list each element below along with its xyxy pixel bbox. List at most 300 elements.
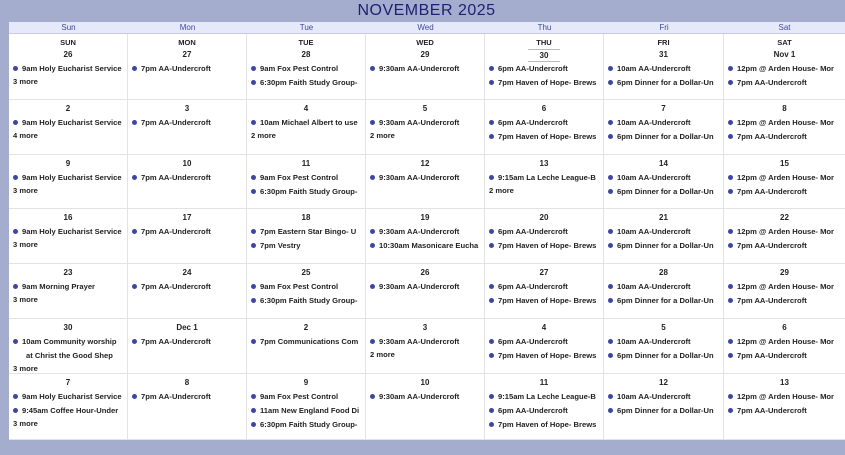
day-cell[interactable] <box>485 209 604 264</box>
event-label: 9am Morning Prayer <box>22 282 96 291</box>
event-label: 9:30am AA-Undercroft <box>379 173 460 182</box>
event-label: 9am Holy Eucharist Service <box>22 118 122 127</box>
event-label: 9am Holy Eucharist Service <box>22 392 122 401</box>
event-dot-icon <box>489 243 494 248</box>
event-item[interactable] <box>132 225 242 239</box>
day-number[interactable]: 26 <box>420 268 430 277</box>
event-label: 7pm AA-Undercroft <box>141 64 211 73</box>
event-dot-icon <box>728 408 733 413</box>
event-label: 9am Holy Eucharist Service <box>22 227 122 236</box>
event-label: 6pm Dinner for a Dollar-Un <box>617 78 714 87</box>
weekday-header-tue: Tue <box>299 23 314 32</box>
event-dot-icon <box>608 189 613 194</box>
event-item[interactable] <box>251 185 361 199</box>
event-item[interactable] <box>728 239 841 253</box>
event-item[interactable] <box>608 185 719 199</box>
day-number[interactable]: 15 <box>780 159 789 168</box>
day-cell[interactable] <box>9 155 128 209</box>
event-item[interactable] <box>251 335 361 349</box>
event-label: 12pm @ Arden House- Mor <box>737 64 834 73</box>
day-number[interactable]: 27 <box>539 268 549 277</box>
event-dot-icon <box>370 394 375 399</box>
event-item[interactable] <box>251 294 361 308</box>
event-item[interactable] <box>370 116 480 130</box>
event-item[interactable] <box>132 171 242 185</box>
day-cell[interactable] <box>604 209 724 264</box>
day-name: MON <box>178 38 196 47</box>
event-item[interactable] <box>608 349 719 363</box>
event-item[interactable] <box>489 349 599 363</box>
day-cell[interactable] <box>128 34 247 100</box>
event-item[interactable] <box>489 225 599 239</box>
event-item[interactable] <box>608 335 719 349</box>
event-dot-icon <box>370 66 375 71</box>
event-dot-icon <box>251 175 256 180</box>
day-name: FRI <box>657 38 670 47</box>
day-cell[interactable] <box>724 264 845 319</box>
event-item[interactable] <box>13 116 123 130</box>
event-dot-icon <box>489 298 494 303</box>
event-item[interactable] <box>608 225 719 239</box>
event-dot-icon <box>13 229 18 234</box>
event-item[interactable] <box>608 404 719 418</box>
event-item[interactable] <box>132 280 242 294</box>
weekday-header-sun: Sun <box>61 23 76 32</box>
event-dot-icon <box>608 134 613 139</box>
event-label: 10am Community worship <box>22 337 117 346</box>
day-cell[interactable] <box>485 100 604 155</box>
day-cell[interactable] <box>128 209 247 264</box>
day-number[interactable]: 7 <box>65 378 71 387</box>
day-cell[interactable] <box>128 374 247 440</box>
event-item[interactable] <box>13 390 123 404</box>
event-label: 7pm Haven of Hope- Brews <box>498 351 597 360</box>
day-number[interactable]: 21 <box>659 213 668 222</box>
day-cell[interactable] <box>128 100 247 155</box>
day-cell[interactable] <box>485 155 604 209</box>
event-dot-icon <box>13 394 18 399</box>
day-number[interactable]: 11 <box>539 378 549 387</box>
event-item[interactable] <box>132 62 242 76</box>
day-number[interactable]: 9 <box>303 378 309 387</box>
event-label: 6pm Dinner for a Dollar-Un <box>617 132 714 141</box>
day-number[interactable]: 8 <box>782 104 787 113</box>
day-cell[interactable] <box>485 34 604 100</box>
event-item[interactable] <box>728 185 841 199</box>
day-name: TUE <box>298 38 314 47</box>
event-label: 9:30am AA-Undercroft <box>379 392 460 401</box>
more-events-link[interactable]: 2 more <box>370 131 395 140</box>
event-item[interactable] <box>251 418 361 432</box>
event-dot-icon <box>728 134 733 139</box>
event-dot-icon <box>132 175 137 180</box>
event-item[interactable] <box>251 62 361 76</box>
event-label: 9am Fox Pest Control <box>260 282 339 291</box>
event-dot-icon <box>132 66 137 71</box>
event-label: 7pm AA-Undercroft <box>737 132 807 141</box>
more-events-link[interactable]: 2 more <box>489 186 514 195</box>
day-cell[interactable] <box>724 209 845 264</box>
event-item[interactable] <box>728 280 841 294</box>
day-cell[interactable] <box>9 264 128 319</box>
event-label: 7pm AA-Undercroft <box>141 173 211 182</box>
event-item[interactable] <box>608 116 719 130</box>
event-item[interactable] <box>608 239 719 253</box>
event-dot-icon <box>489 339 494 344</box>
event-label: 10:30am Masonicare Eucha <box>379 241 479 250</box>
event-item[interactable] <box>370 390 480 404</box>
event-item[interactable] <box>728 294 841 308</box>
day-cell[interactable] <box>724 155 845 209</box>
day-cell[interactable] <box>247 374 366 440</box>
event-item[interactable] <box>370 62 480 76</box>
day-number[interactable]: 22 <box>780 213 789 222</box>
event-dot-icon <box>13 284 18 289</box>
event-dot-icon <box>728 243 733 248</box>
event-label: 12pm @ Arden House- Mor <box>737 337 834 346</box>
day-cell[interactable] <box>366 34 485 100</box>
event-dot-icon <box>608 284 613 289</box>
day-number[interactable]: 13 <box>539 159 549 168</box>
event-label: 7pm Vestry <box>260 241 301 250</box>
day-cell[interactable] <box>9 100 128 155</box>
day-cell[interactable] <box>247 155 366 209</box>
event-dot-icon <box>608 339 613 344</box>
event-label-continued[interactable]: at Christ the Good Shep <box>26 351 113 360</box>
event-item[interactable] <box>608 171 719 185</box>
day-number[interactable]: 18 <box>301 213 311 222</box>
event-label: 7pm AA-Undercroft <box>141 337 211 346</box>
event-label: 6:30pm Faith Study Group- <box>260 420 358 429</box>
event-item[interactable] <box>251 404 361 418</box>
event-item[interactable] <box>489 130 599 144</box>
event-label: 11am New England Food Di <box>260 406 360 415</box>
event-label: 6pm AA-Undercroft <box>498 118 568 127</box>
event-item[interactable] <box>132 116 242 130</box>
day-number[interactable]: 9 <box>65 159 71 168</box>
event-item[interactable] <box>489 390 599 404</box>
event-dot-icon <box>728 66 733 71</box>
event-dot-icon <box>489 134 494 139</box>
event-item[interactable] <box>728 349 841 363</box>
event-item[interactable] <box>608 280 719 294</box>
event-dot-icon <box>728 189 733 194</box>
event-item[interactable] <box>489 171 599 185</box>
event-dot-icon <box>251 408 256 413</box>
day-cell[interactable] <box>128 155 247 209</box>
day-cell[interactable] <box>9 374 128 440</box>
day-number[interactable]: Dec 1 <box>176 323 198 332</box>
event-item[interactable] <box>489 294 599 308</box>
event-item[interactable] <box>728 335 841 349</box>
day-number[interactable]: 7 <box>661 104 666 113</box>
event-item[interactable] <box>489 76 599 90</box>
more-events-link[interactable]: 3 more <box>13 295 38 304</box>
event-item[interactable] <box>251 171 361 185</box>
more-events-link[interactable]: 3 more <box>13 240 38 249</box>
event-label: 10am Michael Albert to use <box>260 118 358 127</box>
day-cell[interactable] <box>485 374 604 440</box>
day-number[interactable]: 5 <box>661 323 666 332</box>
event-item[interactable] <box>251 225 361 239</box>
event-item[interactable] <box>608 130 719 144</box>
event-item[interactable] <box>13 280 123 294</box>
day-number[interactable]: 27 <box>182 50 192 59</box>
event-dot-icon <box>132 120 137 125</box>
event-label: 10am AA-Undercroft <box>617 118 691 127</box>
day-number[interactable]: 30 <box>63 323 73 332</box>
event-label: 10am AA-Undercroft <box>617 337 691 346</box>
event-item[interactable] <box>728 225 841 239</box>
day-cell[interactable] <box>247 34 366 100</box>
event-item[interactable] <box>370 280 480 294</box>
day-number[interactable]: 16 <box>63 213 73 222</box>
more-events-link[interactable]: 3 more <box>13 419 38 428</box>
event-label: 6pm Dinner for a Dollar-Un <box>617 406 714 415</box>
month-grid <box>9 34 845 440</box>
event-label: 7pm Eastern Star Bingo- U <box>260 227 357 236</box>
day-cell[interactable] <box>366 155 485 209</box>
event-item[interactable] <box>13 404 123 418</box>
day-number[interactable]: 14 <box>659 159 668 168</box>
event-item[interactable] <box>13 62 123 76</box>
day-cell[interactable] <box>247 319 366 374</box>
day-number[interactable]: 17 <box>182 213 192 222</box>
event-label: 7pm AA-Undercroft <box>737 187 807 196</box>
day-cell[interactable] <box>247 209 366 264</box>
event-label: 7pm AA-Undercroft <box>737 241 807 250</box>
day-cell[interactable] <box>485 264 604 319</box>
event-dot-icon <box>13 408 18 413</box>
event-label: 7pm Communications Com <box>260 337 359 346</box>
event-item[interactable] <box>489 62 599 76</box>
day-cell[interactable] <box>724 100 845 155</box>
event-dot-icon <box>251 66 256 71</box>
event-item[interactable] <box>251 280 361 294</box>
event-label: 6pm AA-Undercroft <box>498 282 568 291</box>
event-label: 6:30pm Faith Study Group- <box>260 296 358 305</box>
event-label: 12pm @ Arden House- Mor <box>737 282 834 291</box>
event-dot-icon <box>728 394 733 399</box>
event-label: 7pm Haven of Hope- Brews <box>498 420 597 429</box>
event-label: 6pm AA-Undercroft <box>498 64 568 73</box>
day-cell[interactable] <box>485 319 604 374</box>
event-dot-icon <box>251 284 256 289</box>
event-item[interactable] <box>251 76 361 90</box>
day-cell[interactable] <box>128 264 247 319</box>
event-label: 7pm Haven of Hope- Brews <box>498 241 597 250</box>
event-item[interactable] <box>728 62 841 76</box>
event-item[interactable] <box>13 335 123 349</box>
event-dot-icon <box>608 66 613 71</box>
event-dot-icon <box>13 66 18 71</box>
event-dot-icon <box>489 120 494 125</box>
event-label: 12pm @ Arden House- Mor <box>737 227 834 236</box>
day-number[interactable]: 31 <box>659 50 668 59</box>
day-number[interactable]: 6 <box>541 104 547 113</box>
day-number[interactable]: 29 <box>420 50 430 59</box>
event-item[interactable] <box>251 116 361 130</box>
day-number[interactable]: 24 <box>182 268 192 277</box>
event-label: 6:30pm Faith Study Group- <box>260 78 358 87</box>
event-item[interactable] <box>489 335 599 349</box>
event-item[interactable] <box>728 116 841 130</box>
event-dot-icon <box>608 175 613 180</box>
day-cell[interactable] <box>366 209 485 264</box>
event-item[interactable] <box>132 335 242 349</box>
day-number[interactable]: Nov 1 <box>773 50 796 59</box>
more-events-link[interactable]: 4 more <box>13 131 38 140</box>
event-dot-icon <box>608 229 613 234</box>
event-label: 9am Fox Pest Control <box>260 64 339 73</box>
event-label: 6pm AA-Undercroft <box>498 337 568 346</box>
day-number[interactable]: 11 <box>301 159 311 168</box>
day-number[interactable]: 26 <box>63 50 73 59</box>
weekday-header-sat: Sat <box>778 23 791 32</box>
event-label: 6pm AA-Undercroft <box>498 227 568 236</box>
day-number[interactable]: 25 <box>301 268 311 277</box>
event-dot-icon <box>608 80 613 85</box>
day-number[interactable]: 12 <box>659 378 668 387</box>
day-cell[interactable] <box>724 34 845 100</box>
day-cell[interactable] <box>366 264 485 319</box>
day-number[interactable]: 10 <box>420 378 430 387</box>
day-cell[interactable] <box>366 319 485 374</box>
day-number[interactable]: 28 <box>659 268 668 277</box>
day-cell[interactable] <box>128 319 247 374</box>
event-dot-icon <box>370 284 375 289</box>
day-cell[interactable] <box>604 374 724 440</box>
weekday-header-thu: Thu <box>537 23 552 32</box>
day-cell[interactable] <box>366 374 485 440</box>
day-cell[interactable] <box>366 100 485 155</box>
day-number[interactable]: 30 <box>528 49 560 62</box>
day-number[interactable]: 10 <box>182 159 192 168</box>
day-number[interactable]: 3 <box>422 323 428 332</box>
day-cell[interactable] <box>9 34 128 100</box>
event-item[interactable] <box>489 116 599 130</box>
event-item[interactable] <box>251 239 361 253</box>
event-item[interactable] <box>608 294 719 308</box>
day-number[interactable]: 5 <box>422 104 428 113</box>
day-cell[interactable] <box>604 264 724 319</box>
event-item[interactable] <box>251 390 361 404</box>
event-item[interactable] <box>728 76 841 90</box>
day-cell[interactable] <box>604 100 724 155</box>
day-number[interactable]: 28 <box>301 50 311 59</box>
event-label: 10am AA-Undercroft <box>617 392 691 401</box>
event-label: 7pm AA-Undercroft <box>737 406 807 415</box>
event-item[interactable] <box>13 225 123 239</box>
more-events-link[interactable]: 2 more <box>370 350 395 359</box>
event-item[interactable] <box>132 390 242 404</box>
day-cell[interactable] <box>9 319 128 374</box>
event-item[interactable] <box>489 404 599 418</box>
event-item[interactable] <box>608 62 719 76</box>
day-number[interactable]: 19 <box>420 213 430 222</box>
event-item[interactable] <box>13 171 123 185</box>
more-events-link[interactable]: 3 more <box>13 364 38 373</box>
event-item[interactable] <box>728 130 841 144</box>
event-label: 10am AA-Undercroft <box>617 173 691 182</box>
event-label: 6:30pm Faith Study Group- <box>260 187 358 196</box>
day-number[interactable]: 4 <box>541 323 547 332</box>
event-dot-icon <box>370 243 375 248</box>
event-label: 9:30am AA-Undercroft <box>379 337 460 346</box>
event-item[interactable] <box>728 404 841 418</box>
event-dot-icon <box>728 80 733 85</box>
day-cell[interactable] <box>9 209 128 264</box>
event-item[interactable] <box>728 171 841 185</box>
more-events-link[interactable]: 3 more <box>13 186 38 195</box>
day-number[interactable]: 12 <box>420 159 430 168</box>
day-cell[interactable] <box>724 319 845 374</box>
event-dot-icon <box>489 66 494 71</box>
event-item[interactable] <box>489 239 599 253</box>
day-cell[interactable] <box>247 264 366 319</box>
event-dot-icon <box>489 284 494 289</box>
event-dot-icon <box>132 339 137 344</box>
event-dot-icon <box>489 175 494 180</box>
event-label: 12pm @ Arden House- Mor <box>737 173 834 182</box>
event-item[interactable] <box>728 390 841 404</box>
event-dot-icon <box>132 394 137 399</box>
event-dot-icon <box>608 120 613 125</box>
event-item[interactable] <box>608 76 719 90</box>
event-item[interactable] <box>489 418 599 432</box>
event-item[interactable] <box>370 171 480 185</box>
day-cell[interactable] <box>604 155 724 209</box>
day-number[interactable]: 2 <box>65 104 71 113</box>
calendar-grid <box>9 22 845 440</box>
event-dot-icon <box>251 80 256 85</box>
event-item[interactable] <box>608 390 719 404</box>
day-number[interactable]: 3 <box>184 104 190 113</box>
event-label: 7pm Haven of Hope- Brews <box>498 132 597 141</box>
more-events-link[interactable]: 3 more <box>13 77 38 86</box>
more-events-link[interactable]: 2 more <box>251 131 276 140</box>
day-cell[interactable] <box>604 34 724 100</box>
day-number[interactable]: 8 <box>184 378 190 387</box>
event-dot-icon <box>251 189 256 194</box>
event-item[interactable] <box>370 225 480 239</box>
event-dot-icon <box>370 120 375 125</box>
event-label: 6pm Dinner for a Dollar-Un <box>617 351 714 360</box>
day-number[interactable]: 29 <box>780 268 789 277</box>
day-number[interactable]: 23 <box>63 268 73 277</box>
event-label: 9:30am AA-Undercroft <box>379 118 460 127</box>
event-label: 7pm AA-Undercroft <box>141 282 211 291</box>
event-label: 12pm @ Arden House- Mor <box>737 118 834 127</box>
event-item[interactable] <box>370 335 480 349</box>
day-number[interactable]: 2 <box>303 323 309 332</box>
day-cell[interactable] <box>724 374 845 440</box>
day-cell[interactable] <box>247 100 366 155</box>
day-number[interactable]: 4 <box>303 104 309 113</box>
event-dot-icon <box>608 243 613 248</box>
event-label: 9:30am AA-Undercroft <box>379 64 460 73</box>
weekday-header-fri: Fri <box>659 23 669 32</box>
event-item[interactable] <box>370 239 480 253</box>
event-dot-icon <box>728 339 733 344</box>
day-number[interactable]: 6 <box>782 323 787 332</box>
day-number[interactable]: 13 <box>780 378 789 387</box>
event-item[interactable] <box>489 280 599 294</box>
event-label: 6pm Dinner for a Dollar-Un <box>617 296 714 305</box>
day-cell[interactable] <box>604 319 724 374</box>
event-label: 7pm AA-Undercroft <box>141 118 211 127</box>
day-number[interactable]: 20 <box>539 213 549 222</box>
